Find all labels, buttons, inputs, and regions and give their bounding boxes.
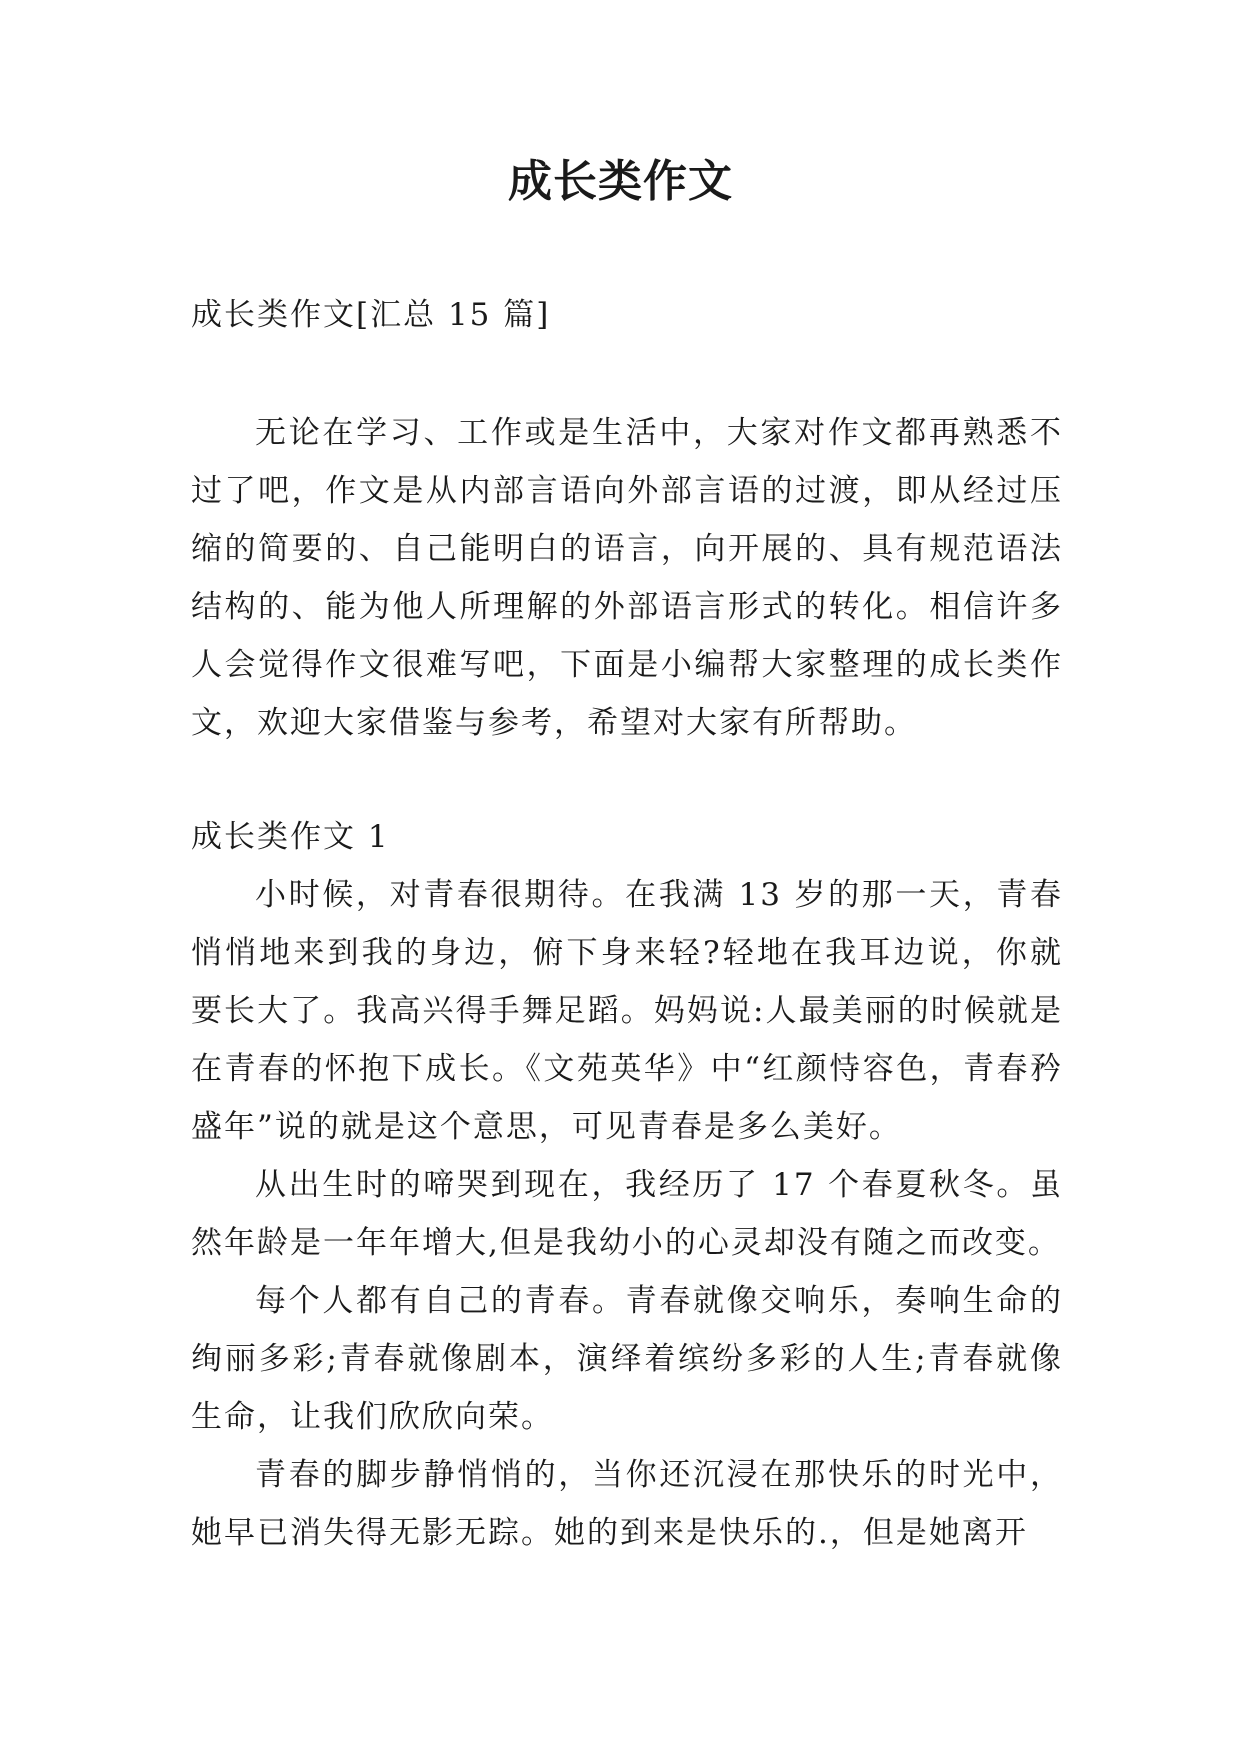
intro-paragraph-block [191, 404, 1063, 752]
document-title: 成长类作文 [508, 156, 733, 207]
body-paragraph: 从出生时的啼哭到现在，我经历了 17 个春夏秋冬。虽然年龄是一年年增大,但是我幼小的心灵却没有随之而改变。 [191, 1167, 1063, 1261]
document-subtitle: 成长类作文[汇总 15 篇] [191, 297, 551, 333]
section-body [191, 866, 1063, 1562]
body-paragraph: 每个人都有自己的青春。青春就像交响乐，奏响生命的绚丽多彩;青春就像剧本，演绎着缤纷多彩的人生;青春就像生命，让我们欣欣向荣。 [191, 1283, 1063, 1435]
body-paragraph: 小时候，对青春很期待。在我满 13 岁的那一天，青春悄悄地来到我的身边，俯下身来轻?轻地在我耳边说，你就要长大了。我高兴得手舞足蹈。妈妈说:人最美丽的时候就是在青春的怀抱下成长。《文苑英华》中“红颜恃容色，青春矜盛年”说的就是这个意思，可见青春是多么美好。 [191, 877, 1063, 1145]
section-heading: 成长类作文 1 [191, 819, 390, 855]
body-paragraph: 青春的脚步静悄悄的，当你还沉浸在那快乐的时光中，她早已消失得无影无踪。她的到来是快乐的.，但是她离开 [191, 1457, 1063, 1551]
intro-paragraph: 无论在学习、工作或是生活中，大家对作文都再熟悉不过了吧，作文是从内部言语向外部言语的过渡，即从经过压缩的简要的、自己能明白的语言，向开展的、具有规范语法结构的、能为他人所理解的外部语言形式的转化。相信许多人会觉得作文很难写吧，下面是小编帮大家整理的成长类作文，欢迎大家借鉴与参考，希望对大家有所帮助。 [191, 415, 1063, 741]
